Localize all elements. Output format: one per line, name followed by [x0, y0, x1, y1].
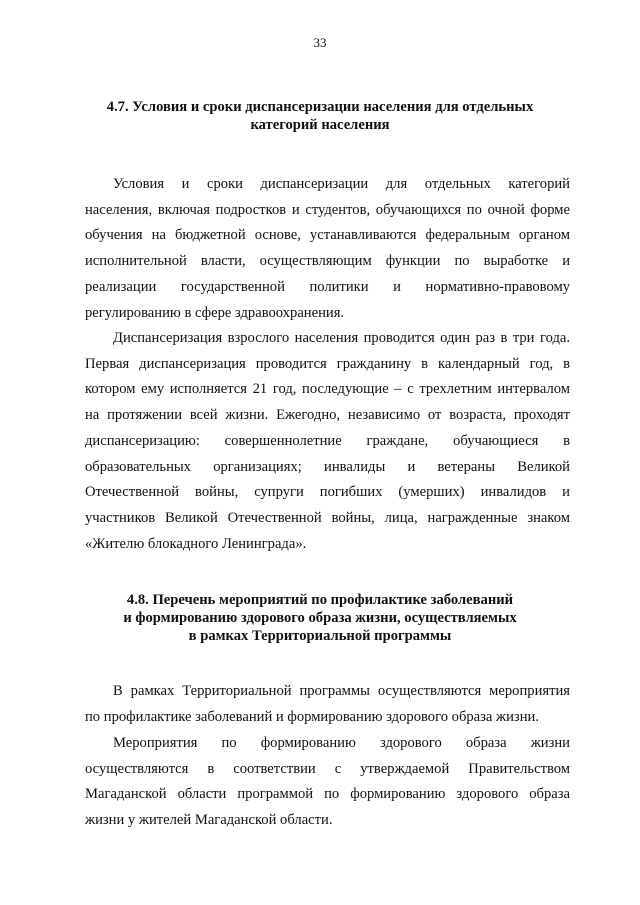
paragraph-line: на протяжении всей жизни. Ежегодно, независимо от возраста, проходят [85, 407, 570, 424]
paragraph-line: котором ему исполняется 21 год, последующие – с трехлетним интервалом [85, 381, 570, 398]
paragraph-line: обучения на бюджетной основе, устанавливаются федеральным органом [85, 227, 570, 244]
paragraph-line: Отечественной войны, супруги погибших (умерших) инвалидов и [85, 484, 570, 501]
paragraph-line: осуществляются в соответствии с утверждаемой Правительством [85, 760, 570, 777]
paragraph-line: Условия и сроки диспансеризации для отдельных категорий [113, 176, 570, 192]
paragraph-line: В рамках Территориальной программы осуществляются мероприятия [113, 683, 570, 699]
paragraph-line: участников Великой Отечественной войны, лица, награжденные знаком [85, 509, 570, 526]
paragraph-adult-screening [85, 326, 570, 557]
paragraph-healthy-lifestyle [85, 731, 570, 834]
paragraph-line: Диспансеризация взрослого населения проводится один раз в три года. [113, 330, 570, 346]
paragraph-line: Магаданской области программой по формированию здорового образа [85, 786, 570, 803]
heading-line: 4.8. Перечень мероприятий по профилактике заболеваний [126, 592, 514, 608]
heading-line: категорий населения [250, 117, 390, 133]
heading-line: в рамках Территориальной программы [188, 628, 452, 644]
paragraph-line: образовательных организациях; инвалиды и ветераны Великой [85, 458, 570, 475]
paragraph-program-measures [85, 679, 570, 730]
page-number: 33 [313, 35, 327, 50]
paragraph-line: Мероприятия по формированию здорового образа жизни [113, 735, 570, 751]
paragraph-line: жизни у жителей Магаданской области. [85, 812, 333, 829]
paragraph-line: по профилактике заболеваний и формированию здорового образа жизни. [85, 708, 539, 725]
paragraph-conditions [85, 172, 570, 326]
paragraph-line: населения, включая подростков и студентов, обучающихся по очной форме [85, 201, 570, 218]
paragraph-line: регулированию в сфере здравоохранения. [85, 304, 345, 321]
paragraph-line: «Жителю блокадного Ленинграда». [85, 535, 307, 552]
paragraph-line: Первая диспансеризация проводится гражданину в календарный год, в [85, 355, 570, 372]
heading-line: и формированию здорового образа жизни, осуществляемых [123, 610, 517, 626]
heading-line: 4.7. Условия и сроки диспансеризации населения для отдельных [106, 99, 534, 115]
section-4-8-heading [60, 591, 580, 645]
paragraph-line: исполнительной власти, осуществляющим функции по выработке и [85, 253, 570, 270]
paragraph-line: диспансеризацию: совершеннолетние граждане, обучающиеся в [85, 432, 570, 449]
section-4-7-heading [60, 98, 580, 134]
paragraph-line: реализации государственной политики и нормативно-правовому [85, 278, 570, 295]
